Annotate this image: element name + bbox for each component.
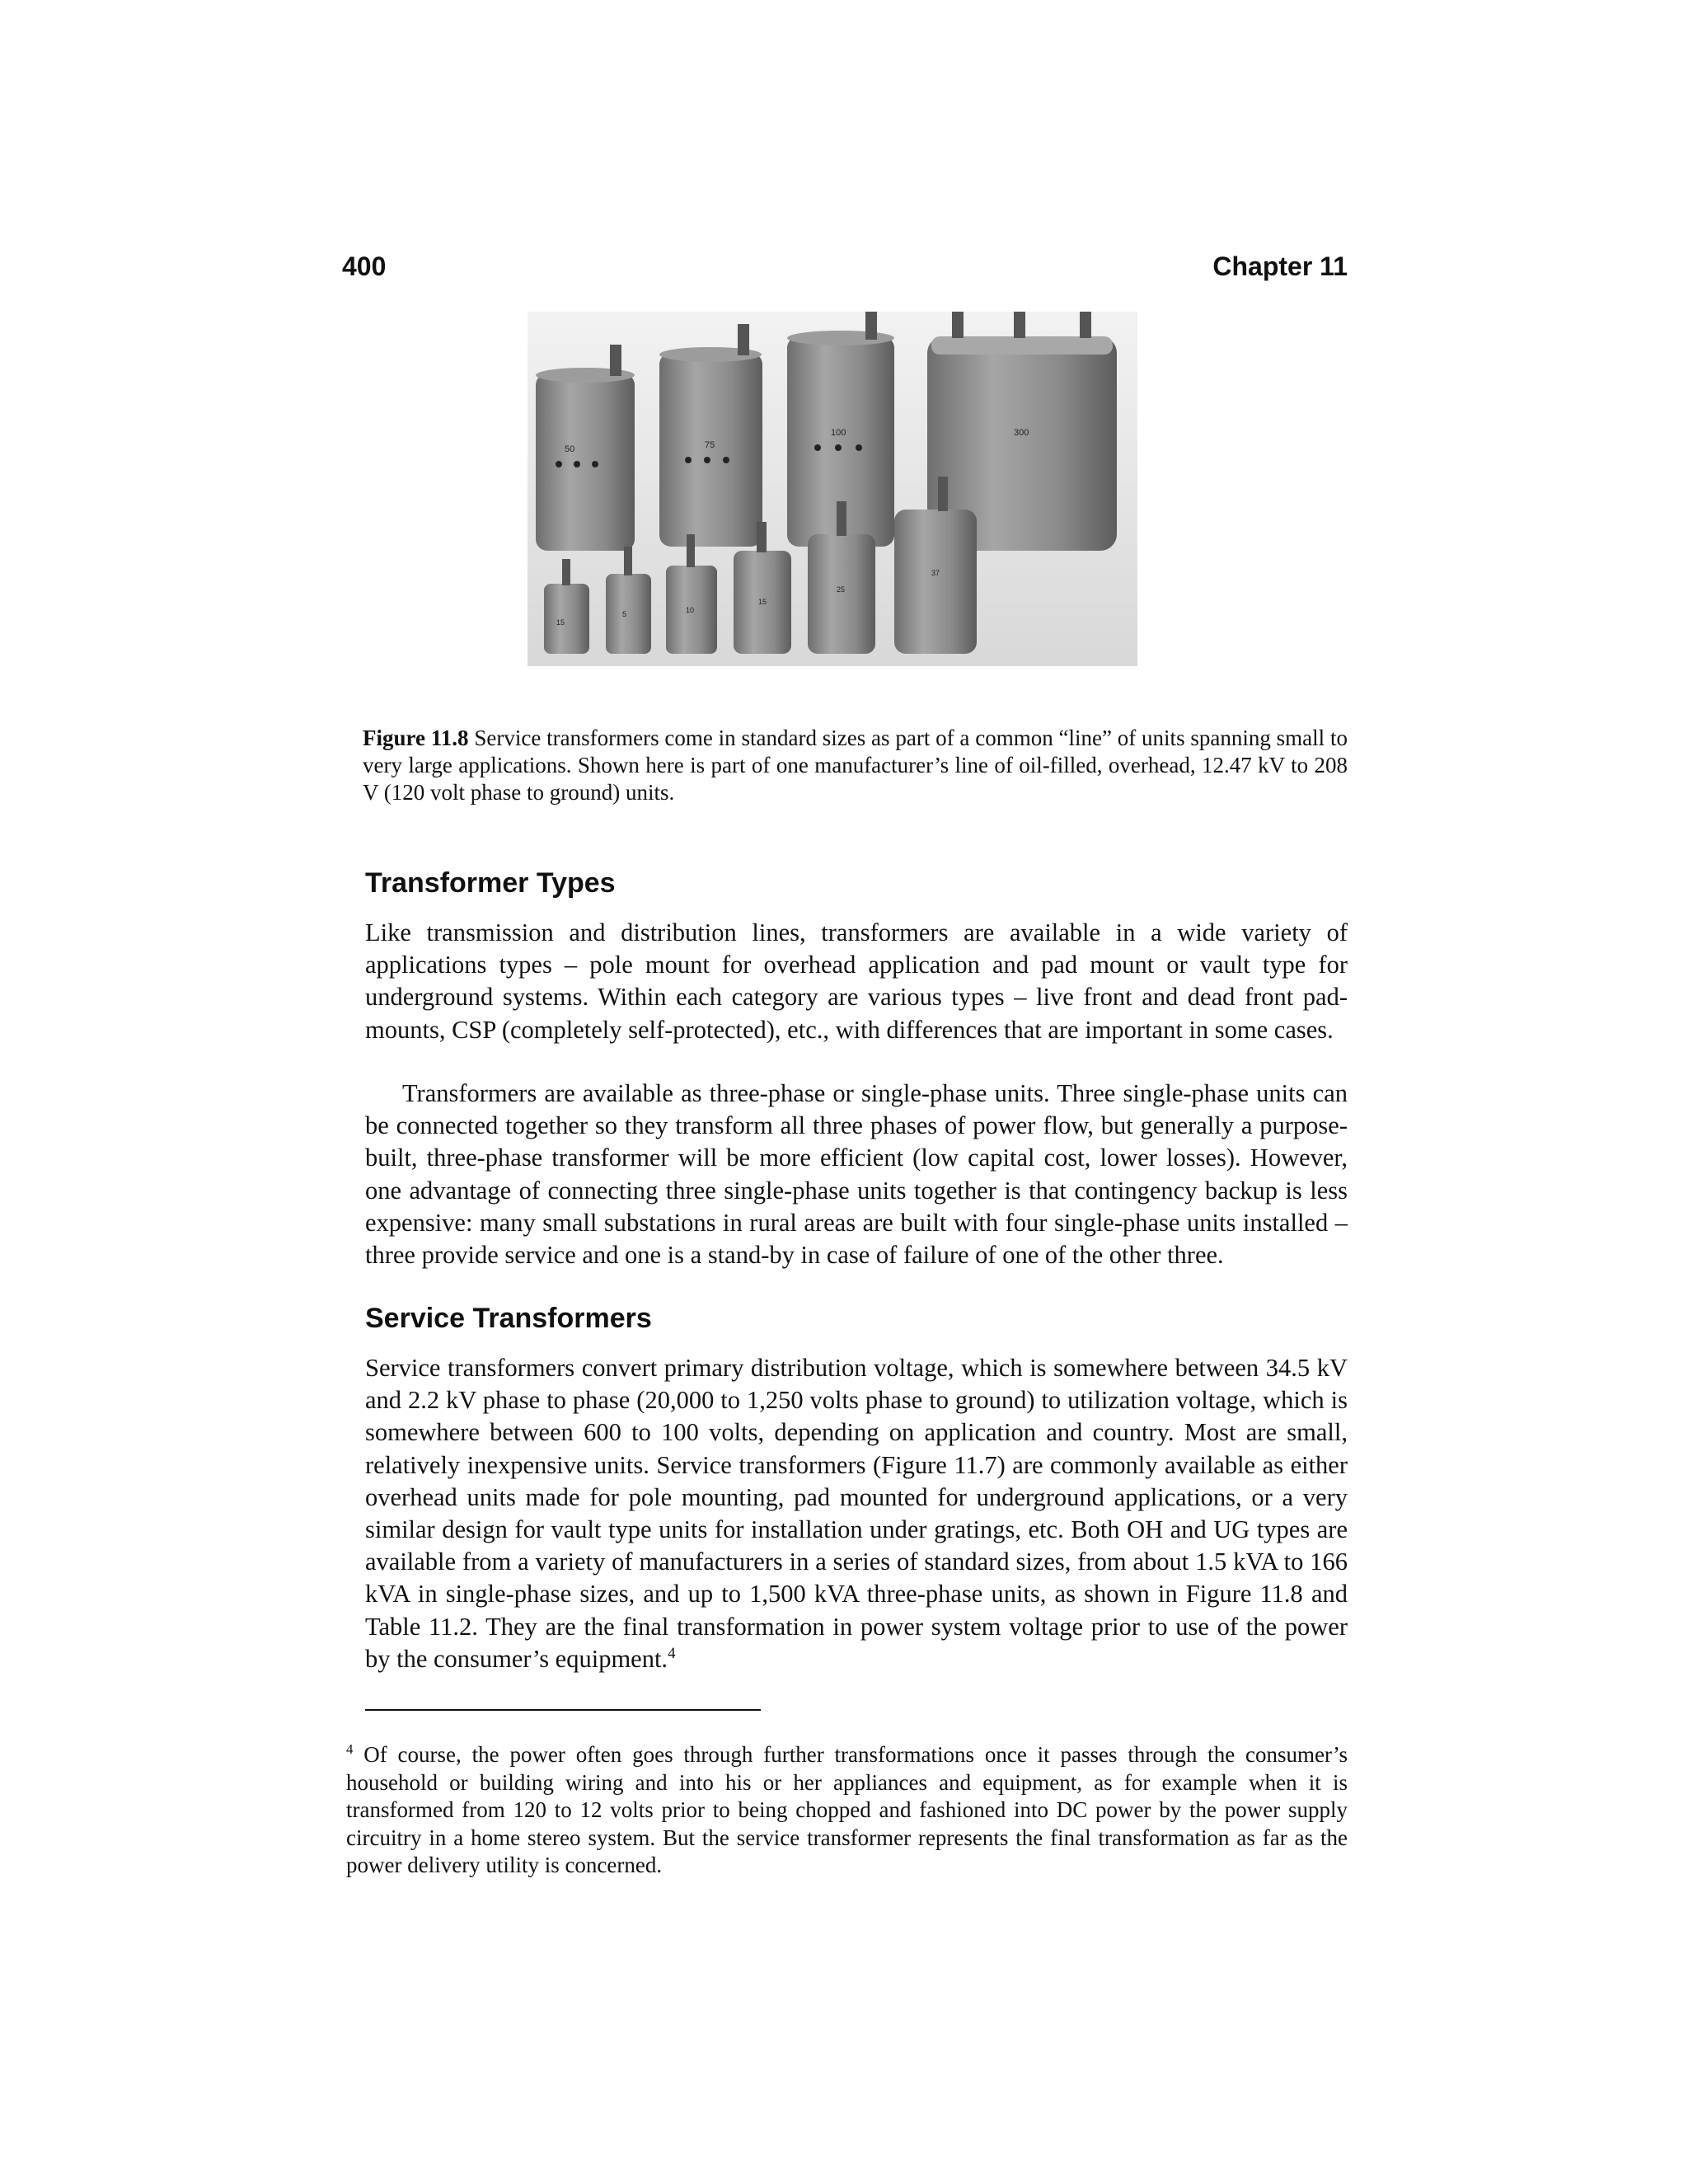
figure-label: Figure 11.8	[363, 726, 469, 750]
footnote-marker: 4	[346, 1741, 354, 1757]
svg-text:50: 50	[565, 444, 575, 454]
footnote-reference[interactable]: 4	[668, 1644, 676, 1662]
section-heading-transformer-types: Transformer Types	[365, 867, 616, 899]
svg-text:15: 15	[556, 618, 565, 627]
svg-text:37: 37	[931, 569, 940, 577]
figure-caption	[363, 725, 1348, 806]
svg-text:15: 15	[758, 598, 767, 606]
footnote-divider	[365, 1709, 761, 1711]
paragraph-types-1: Like transmission and distribution lines, transformers are available in a wide variety of applications types – pole mount for overhead application and pad mount or vault type for underground systems. Within each category are various types – live front and dead front pad-mounts, CSP (completely self-protected), etc., with differences that are important in some cases.	[365, 918, 1348, 1044]
transformer-75	[659, 324, 762, 547]
svg-text:300: 300	[1014, 428, 1029, 438]
transformer-illustration	[528, 312, 1137, 666]
svg-text:5: 5	[622, 610, 627, 618]
svg-text:25: 25	[837, 585, 846, 594]
section-heading-service-transformers: Service Transformers	[365, 1303, 652, 1334]
page-number: 400	[342, 251, 387, 281]
footnote-text: Of course, the power often goes through further transformations once it passes through the consumer’s household or building wiring and into his or her appliances and equipment, as for example when it is transformed from 120 to 12 volts prior to being chopped and fashioned into DC power by the power supply circuitry in a home stereo system. But the service transformer represents the final transformation as far as the power delivery utility is concerned.	[346, 1742, 1348, 1877]
svg-text:100: 100	[831, 428, 846, 438]
figure-caption-text: Service transformers come in standard sizes as part of a common “line” of units spanning small to very large applications. Shown here is part of one manufacturer’s line of oil-filled, overhead, 12.47 kV to 208 V (120 volt phase to ground) units.	[363, 726, 1348, 805]
transformer-photo	[528, 312, 1137, 666]
paragraph-service-1	[365, 1352, 1348, 1675]
transformer-50	[536, 345, 635, 551]
svg-text:10: 10	[686, 606, 695, 614]
footnote	[346, 1741, 1348, 1880]
paragraph-service-1-text: Service transformers convert primary distribution voltage, which is somewhere between 34.5 kV and 2.2 kV phase to phase (20,000 to 1,250 volts phase to ground) to utilization voltage, which is somewhere between 600 to 100 volts, depending on application and country. Most are small, relatively inexpensive units. Service transformers (Figure 11.7) are commonly available as either overhead units made for pole mounting, pad mounted for underground applications, or a very similar design for vault type units for installation under gratings, etc. Both OH and UG types are available from a variety of manufacturers in a series of standard sizes, from about 1.5 kVA to 166 kVA in single-phase sizes, and up to 1,500 kVA three-phase units, as shown in Figure 11.8 and Table 11.2. They are the final transformation in power system voltage prior to use of the power by the consumer’s equipment.	[365, 1354, 1348, 1673]
paragraph-types-2: Transformers are available as three-phase or single-phase units. Three single-phase units can be connected together so they transform all three phases of power flow, but generally a purpose-built, three-phase transformer will be more efficient (low capital cost, lower losses). However, one advantage of connecting three single-phase units together is that contingency backup is less expensive: many small substations in rural areas are built with four single-phase units installed – three provide service and one is a stand-by in case of failure of one of the other three.	[365, 1079, 1348, 1270]
running-head	[342, 251, 1348, 289]
svg-text:75: 75	[705, 440, 715, 450]
chapter-title: Chapter 11	[1212, 251, 1348, 281]
